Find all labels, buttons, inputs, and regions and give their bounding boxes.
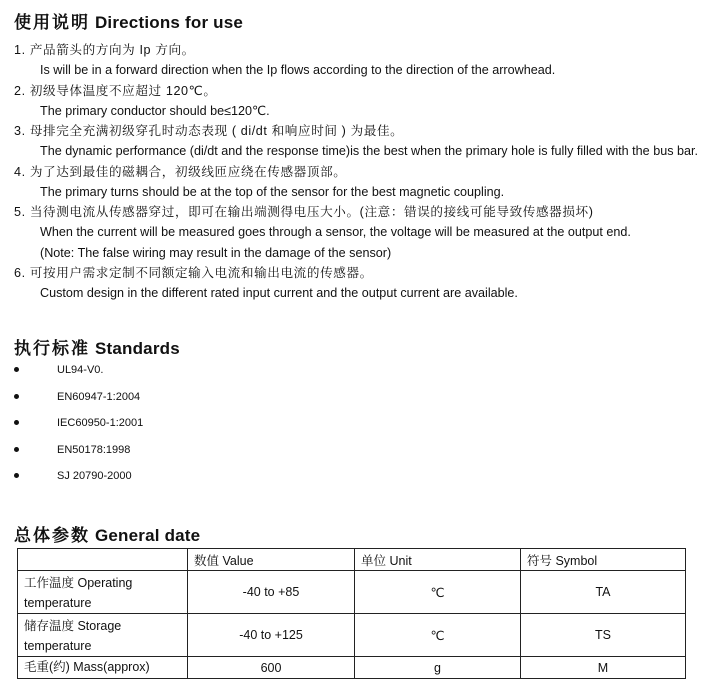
- item-number: 3.: [14, 124, 26, 138]
- item-number: 4.: [14, 164, 26, 179]
- parameter-symbol: TA: [521, 571, 686, 614]
- table-header-row: [18, 549, 686, 571]
- direction-item-1: [14, 40, 698, 81]
- direction-item-2: [14, 81, 698, 122]
- directions-title-cn: 使用说明: [14, 13, 90, 32]
- header-parameter: [18, 549, 188, 571]
- general-title-en: General date: [94, 526, 201, 545]
- bullet-icon: [14, 420, 19, 425]
- parameter-unit: g: [355, 657, 521, 679]
- item-text-en: The dynamic performance (di/dt and the response time)is the best when the primary hole is fully filled with the bus bar.: [40, 144, 698, 159]
- item-text-cn: 当待测电流从传感器穿过，即可在输出端测得电压大小。(注意：错误的接线可能导致传感器损坏): [29, 205, 594, 219]
- item-text-en: The primary conductor should be≤120℃.: [40, 103, 270, 118]
- standards-title-en: Standards: [94, 339, 180, 358]
- parameter-unit: ℃: [355, 614, 521, 657]
- directions-title: [14, 8, 243, 33]
- parameter-value: -40 to +85: [188, 571, 355, 614]
- directions-title-en: Directions for use: [94, 13, 244, 32]
- header-symbol: 符号 Symbol: [521, 549, 686, 571]
- standard-code: EN60947-1:2004: [57, 390, 141, 403]
- direction-item-5: [14, 202, 698, 263]
- item-number: 1.: [14, 43, 26, 57]
- header-value: 数值 Value: [188, 549, 355, 571]
- parameter-value: 600: [188, 657, 355, 679]
- item-text-cn: 为了达到最佳的磁耦合，初级线匝应绕在传感器顶部。: [29, 164, 347, 179]
- item-note-en: (Note: The false wiring may result in the damage of the sensor): [40, 245, 392, 260]
- standard-code: IEC60950-1:2001: [57, 417, 144, 429]
- general-parameters-table: [17, 548, 686, 679]
- standard-code: UL94-V0.: [57, 364, 104, 376]
- bullet-icon: [14, 394, 19, 399]
- item-text-cn: 产品箭头的方向为 Ip 方向。: [29, 43, 195, 57]
- parameter-symbol: TS: [521, 614, 686, 657]
- bullet-icon: [14, 367, 19, 372]
- item-number: 6.: [14, 265, 26, 280]
- standard-code: EN50178:1998: [57, 443, 131, 456]
- item-text-en: Is will be in a forward direction when the Ip flows according to the direction of the arrowhead.: [40, 63, 556, 78]
- direction-item-4: [14, 162, 698, 203]
- general-title-cn: 总体参数: [14, 526, 90, 545]
- parameter-value: -40 to +125: [188, 614, 355, 657]
- parameter-label: 工作温度 Operating temperature: [18, 571, 188, 614]
- item-text-en: When the current will be measured goes through a sensor, the voltage will be measured at the output end.: [40, 225, 631, 240]
- standard-code: SJ 20790-2000: [57, 470, 132, 482]
- parameter-symbol: M: [521, 657, 686, 679]
- item-text-en: Custom design in the different rated input current and the output current are available.: [40, 286, 518, 300]
- table-row: [18, 614, 686, 657]
- parameter-unit: ℃: [355, 571, 521, 614]
- standards-title-cn: 执行标准: [14, 339, 90, 358]
- item-text-cn: 可按用户需求定制不同额定输入电流和输出电流的传感器。: [29, 265, 373, 280]
- item-text-en: The primary turns should be at the top of the sensor for the best magnetic coupling.: [40, 184, 505, 199]
- direction-item-6: [14, 263, 698, 304]
- item-number: 5.: [14, 205, 26, 219]
- table-row: [18, 657, 686, 679]
- standards-title: [14, 334, 180, 359]
- parameter-label: 毛重(约) Mass(approx): [18, 657, 188, 679]
- direction-item-3: [14, 121, 698, 162]
- bullet-icon: [14, 473, 19, 478]
- general-title: [14, 521, 200, 546]
- directions-list: [14, 40, 698, 303]
- bullet-icon: [14, 447, 19, 452]
- item-number: 2.: [14, 83, 26, 98]
- header-unit: 单位 Unit: [355, 549, 521, 571]
- item-text-cn: 初级导体温度不应超过 120℃。: [29, 83, 217, 98]
- parameter-label: 储存温度 Storage temperature: [18, 614, 188, 657]
- item-text-cn: 母排完全充满初级穿孔时动态表现 ( di/dt 和响应时间 ) 为最佳。: [29, 124, 404, 138]
- table-row: [18, 571, 686, 614]
